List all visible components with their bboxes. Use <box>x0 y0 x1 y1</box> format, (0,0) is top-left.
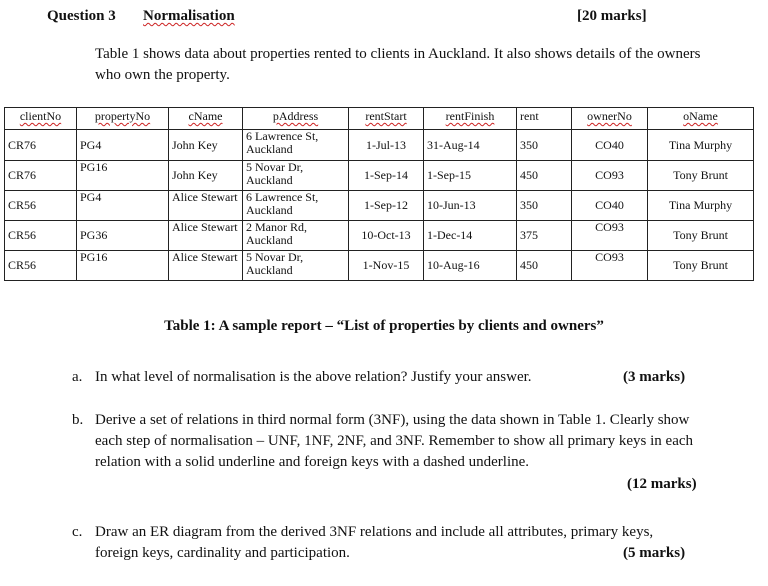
cell-paddress: 6 Lawrence St, Auckland <box>243 191 349 221</box>
question-a <box>0 367 768 389</box>
cell-clientno: CR56 <box>5 191 77 221</box>
table-row <box>5 191 754 221</box>
question-label: Question 3 <box>47 8 116 24</box>
cell-rentstart: 10-Oct-13 <box>349 221 424 251</box>
cell-rent: 350 <box>517 130 572 161</box>
cell-rentstart: 1-Jul-13 <box>349 130 424 161</box>
col-header-rentstart: rentStart <box>349 108 424 130</box>
intro-paragraph: Table 1 shows data about properties rented to clients in Auckland. It also shows details of the owners who own the property. <box>95 46 701 83</box>
cell-rent: 350 <box>517 191 572 221</box>
col-header-rentfinish: rentFinish <box>424 108 517 130</box>
cell-rentfinish: 10-Jun-13 <box>424 191 517 221</box>
cell-paddress: 2 Manor Rd, Auckland <box>243 221 349 251</box>
cell-propertyno: PG16 <box>77 251 169 281</box>
cell-ownerno: CO93 <box>572 251 648 281</box>
cell-rentfinish: 10-Aug-16 <box>424 251 517 281</box>
table-row <box>5 251 754 281</box>
table-row <box>5 221 754 251</box>
question-b-text: Derive a set of relations in third normal form (3NF), using the data shown in Table 1. Clearly show each step of normalisation – UNF, 1NF, 2NF, and 3NF. Remember to show all primary keys in each relation with a solid underline and foreign keys with a dashed underline. <box>95 412 694 470</box>
cell-ownerno: CO40 <box>572 191 648 221</box>
table-row <box>5 161 754 191</box>
cell-cname: Alice Stewart <box>169 251 243 281</box>
question-a-letter: a. <box>72 369 83 385</box>
cell-propertyno: PG16 <box>77 161 169 191</box>
table-row <box>5 130 754 161</box>
question-c-letter: c. <box>72 524 83 540</box>
cell-ownerno: CO40 <box>572 130 648 161</box>
question-title: Normalisation <box>143 8 235 24</box>
cell-paddress: 5 Novar Dr, Auckland <box>243 251 349 281</box>
cell-oname: Tony Brunt <box>648 251 754 281</box>
question-b-letter: b. <box>72 412 84 428</box>
cell-rent: 450 <box>517 251 572 281</box>
table-header-row <box>5 108 754 130</box>
col-header-clientno: clientNo <box>5 108 77 130</box>
cell-rent: 450 <box>517 161 572 191</box>
question-b <box>0 410 768 500</box>
cell-oname: Tina Murphy <box>648 191 754 221</box>
question-c-text: Draw an ER diagram from the derived 3NF relations and include all attributes, primary keys, foreign keys, cardinality and participation. <box>95 524 654 561</box>
question-a-marks: (3 marks) <box>623 369 686 385</box>
cell-rentstart: 1-Sep-12 <box>349 191 424 221</box>
cell-clientno: CR76 <box>5 130 77 161</box>
question-c <box>0 522 768 568</box>
cell-clientno: CR56 <box>5 221 77 251</box>
question-b-marks: (12 marks) <box>627 476 697 492</box>
col-header-propertyno: propertyNo <box>77 108 169 130</box>
col-header-oname: oName <box>648 108 754 130</box>
col-header-ownerno: ownerNo <box>572 108 648 130</box>
cell-rentfinish: 31-Aug-14 <box>424 130 517 161</box>
cell-rentstart: 1-Nov-15 <box>349 251 424 281</box>
col-header-rent: rent <box>517 108 572 130</box>
cell-cname: Alice Stewart <box>169 191 243 221</box>
total-marks: [20 marks] <box>577 8 647 24</box>
cell-ownerno: CO93 <box>572 221 648 251</box>
cell-propertyno: PG36 <box>77 221 169 251</box>
cell-rentstart: 1-Sep-14 <box>349 161 424 191</box>
cell-clientno: CR76 <box>5 161 77 191</box>
cell-paddress: 6 Lawrence St, Auckland <box>243 130 349 161</box>
cell-rentfinish: 1-Sep-15 <box>424 161 517 191</box>
cell-rentfinish: 1-Dec-14 <box>424 221 517 251</box>
cell-ownerno: CO93 <box>572 161 648 191</box>
cell-cname: John Key <box>169 130 243 161</box>
cell-oname: Tony Brunt <box>648 221 754 251</box>
cell-cname: Alice Stewart <box>169 221 243 251</box>
cell-propertyno: PG4 <box>77 130 169 161</box>
question-a-text: In what level of normalisation is the above relation? Justify your answer. <box>95 369 532 385</box>
cell-paddress: 5 Novar Dr, Auckland <box>243 161 349 191</box>
cell-clientno: CR56 <box>5 251 77 281</box>
cell-propertyno: PG4 <box>77 191 169 221</box>
cell-rent: 375 <box>517 221 572 251</box>
question-c-marks: (5 marks) <box>623 545 686 561</box>
cell-cname: John Key <box>169 161 243 191</box>
col-header-paddress: pAddress <box>243 108 349 130</box>
cell-oname: Tony Brunt <box>648 161 754 191</box>
cell-oname: Tina Murphy <box>648 130 754 161</box>
col-header-cname: cName <box>169 108 243 130</box>
properties-table <box>4 107 754 281</box>
table-caption: Table 1: A sample report – “List of properties by clients and owners” <box>164 318 604 334</box>
